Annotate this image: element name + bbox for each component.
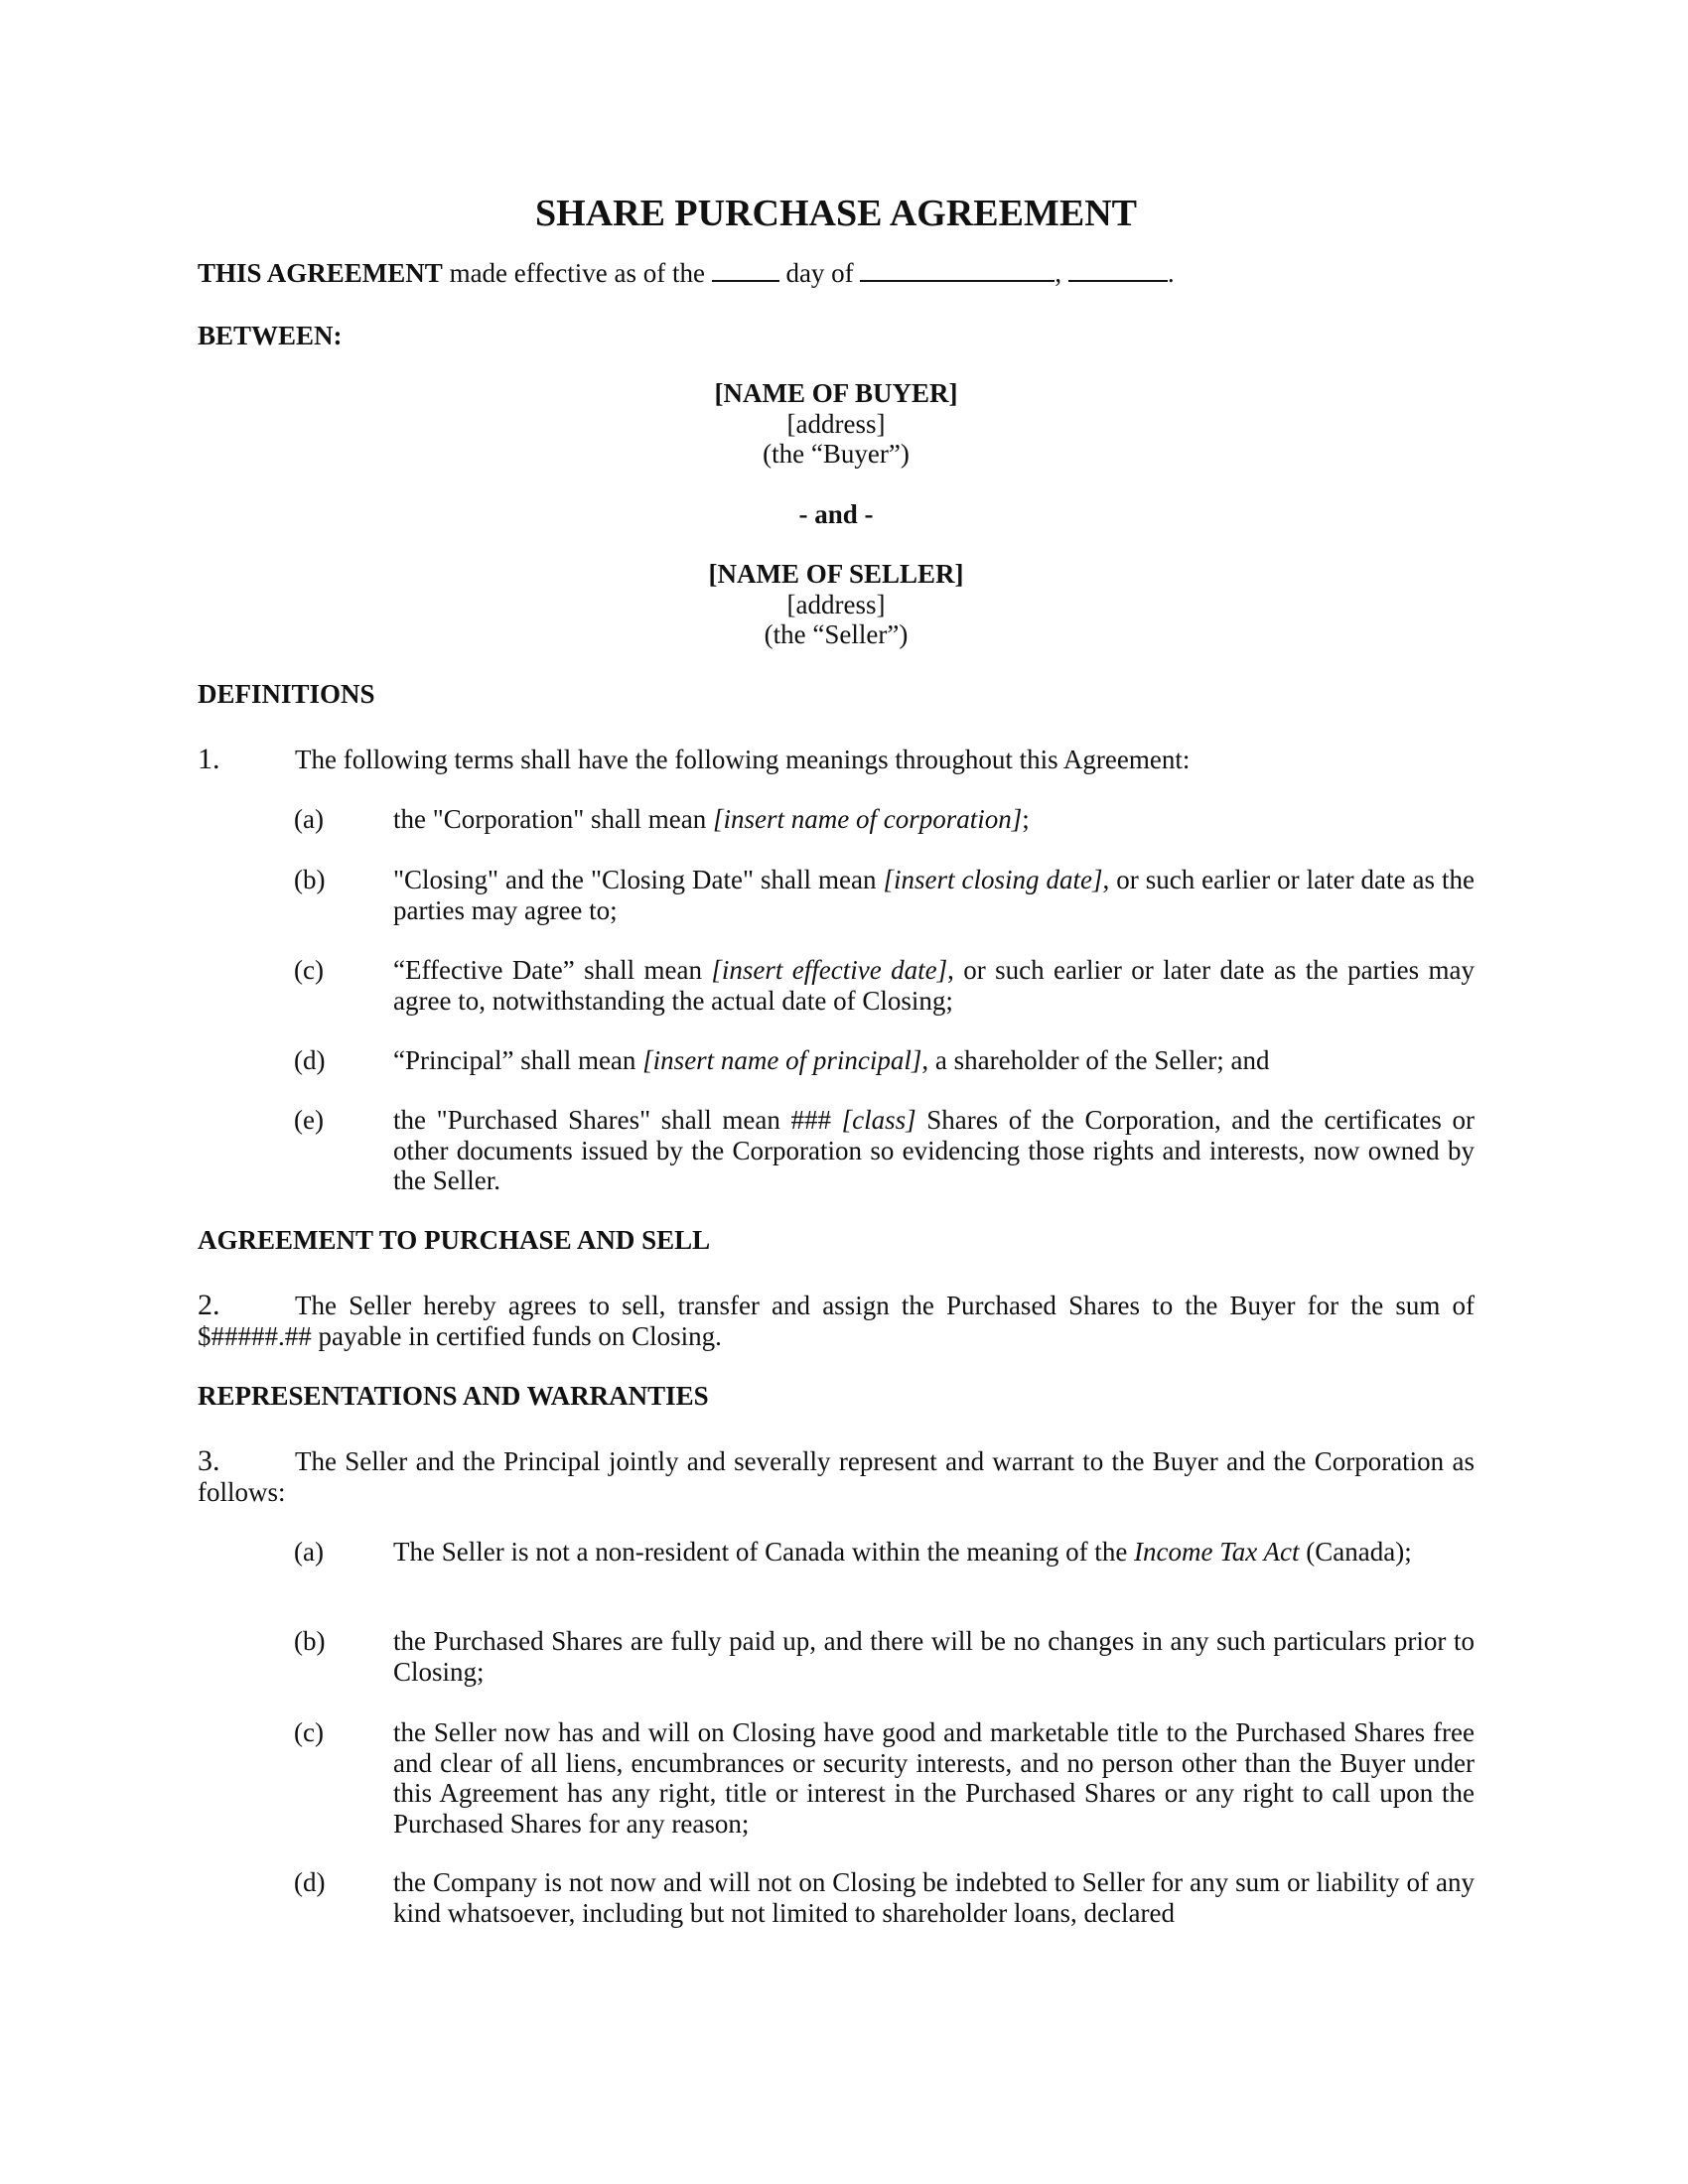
clause-number: 3. (198, 1444, 220, 1477)
placeholder-text: [insert name of corporation] (712, 804, 1023, 834)
sub-clause-text (393, 1045, 1475, 1076)
sub-clause (294, 865, 1475, 925)
sub-clause (294, 1105, 1475, 1196)
sub-clause (294, 1626, 1475, 1687)
placeholder-text: [class] (841, 1105, 916, 1135)
sub-clause-label: (b) (294, 1626, 326, 1656)
sub-clause-label: (d) (294, 1867, 326, 1897)
sub-clause-label: (c) (294, 1717, 324, 1747)
sub-clause-text (393, 1626, 1475, 1687)
sub-clause-label: (c) (294, 955, 324, 985)
text: the Seller now has and will on Closing have good and marketable title to the Purchased Shares free and clear of all liens, encumbrances or security interests, and no person other than the Buyer under this Agreement has any right, title or interest in the Purchased Shares or any right to call upon the Purchased Shares for any reason; (393, 1717, 1475, 1839)
sub-clause-label: (e) (294, 1105, 324, 1135)
sub-clause-text (393, 1867, 1475, 1928)
sub-clause-label: (a) (294, 1537, 324, 1567)
definitions-heading: DEFINITIONS (198, 679, 375, 709)
purchase-heading: AGREEMENT TO PURCHASE AND SELL (198, 1225, 711, 1255)
sub-clause (294, 1867, 1475, 1928)
sub-clause-label: (b) (294, 865, 326, 894)
reps-heading: REPRESENTATIONS AND WARRANTIES (198, 1381, 709, 1411)
buyer-defined: (the “Buyer”) (763, 439, 910, 469)
text: the Purchased Shares are fully paid up, and there will be no changes in any such particulars prior to Closing; (393, 1626, 1475, 1687)
clause-number: 2. (198, 1289, 220, 1321)
sub-clause-label: (a) (294, 804, 324, 834)
text: the Company is not now and will not on Closing be indebted to Seller for any sum or liability of any kind whatsoever, including but not limited to shareholder loans, declared (393, 1867, 1475, 1928)
clause-number: 1. (198, 743, 220, 775)
text: “Effective Date” shall mean (393, 955, 712, 985)
sub-clause-text (393, 1537, 1475, 1568)
seller-defined: (the “Seller”) (764, 619, 909, 649)
clause-3 (198, 1446, 1475, 1507)
and-separator: - and - (798, 499, 874, 529)
sub-clause-text (393, 955, 1475, 1016)
sub-clause (294, 804, 1475, 835)
intro-text: . (1167, 258, 1175, 288)
between-label: BETWEEN: (198, 321, 343, 350)
intro-text: made effective as of the (442, 258, 712, 288)
text: "Closing" and the "Closing Date" shall mean (393, 865, 884, 894)
placeholder-text: [insert name of principal] (642, 1045, 922, 1075)
clause-2 (198, 1291, 1475, 1351)
sub-clause-text (393, 1105, 1475, 1196)
placeholder-text: [insert closing date] (883, 865, 1103, 894)
day-blank[interactable] (712, 258, 779, 282)
seller-address: [address] (786, 589, 886, 619)
intro-text: day of (778, 258, 861, 288)
intro-text: , (1055, 258, 1068, 288)
sub-clause-text (393, 1717, 1475, 1839)
document-title: SHARE PURCHASE AGREEMENT (535, 193, 1137, 234)
sub-clause (294, 1045, 1475, 1076)
clause-1 (198, 745, 1475, 775)
month-blank[interactable] (860, 258, 1055, 282)
text: “Principal” shall mean (393, 1045, 643, 1075)
text: Shares of the Corporation, and the certificates or other documents issued by the Corporation so evidencing those rights and interests, now owned by the Seller. (393, 1105, 1475, 1195)
buyer-name: [NAME OF BUYER] (714, 378, 958, 408)
buyer-address: [address] (786, 408, 886, 439)
text: the "Corporation" shall mean (393, 804, 713, 834)
clause-text: The following terms shall have the following meanings throughout this Agreement: (295, 745, 1191, 774)
text: The Seller is not a non-resident of Canada within the meaning of the (393, 1537, 1135, 1567)
seller-block (198, 559, 1475, 650)
sub-clause-label: (d) (294, 1045, 326, 1075)
text: (Canada); (1299, 1537, 1412, 1567)
intro-paragraph (198, 258, 1475, 289)
sub-clause-text (393, 804, 1475, 835)
placeholder-text: Income Tax Act (1134, 1537, 1300, 1567)
placeholder-text: [insert effective date] (711, 955, 948, 985)
text: , a shareholder of the Seller; and (921, 1045, 1270, 1075)
clause-text: The Seller hereby agrees to sell, transfer and assign the Purchased Shares to the Buyer for the sum of $#####.## payable in certified funds on Closing. (198, 1291, 1475, 1351)
text: , or such earlier or later date as the parties may agree to, notwithstanding the actual date of Closing; (393, 955, 1475, 1016)
text: , or such earlier or later date as the parties may agree to; (393, 865, 1475, 925)
sub-clause (294, 1717, 1475, 1839)
year-blank[interactable] (1068, 258, 1168, 282)
intro-lead: THIS AGREEMENT (198, 258, 443, 288)
sub-clause (294, 955, 1475, 1016)
sub-clause (294, 1537, 1475, 1568)
text: the "Purchased Shares" shall mean ### (393, 1105, 842, 1135)
text: ; (1022, 804, 1030, 834)
seller-name: [NAME OF SELLER] (708, 559, 964, 589)
buyer-block (198, 378, 1475, 470)
sub-clause-text (393, 865, 1475, 925)
clause-text: The Seller and the Principal jointly and severally represent and warrant to the Buyer and the Corporation as follows: (198, 1446, 1475, 1507)
